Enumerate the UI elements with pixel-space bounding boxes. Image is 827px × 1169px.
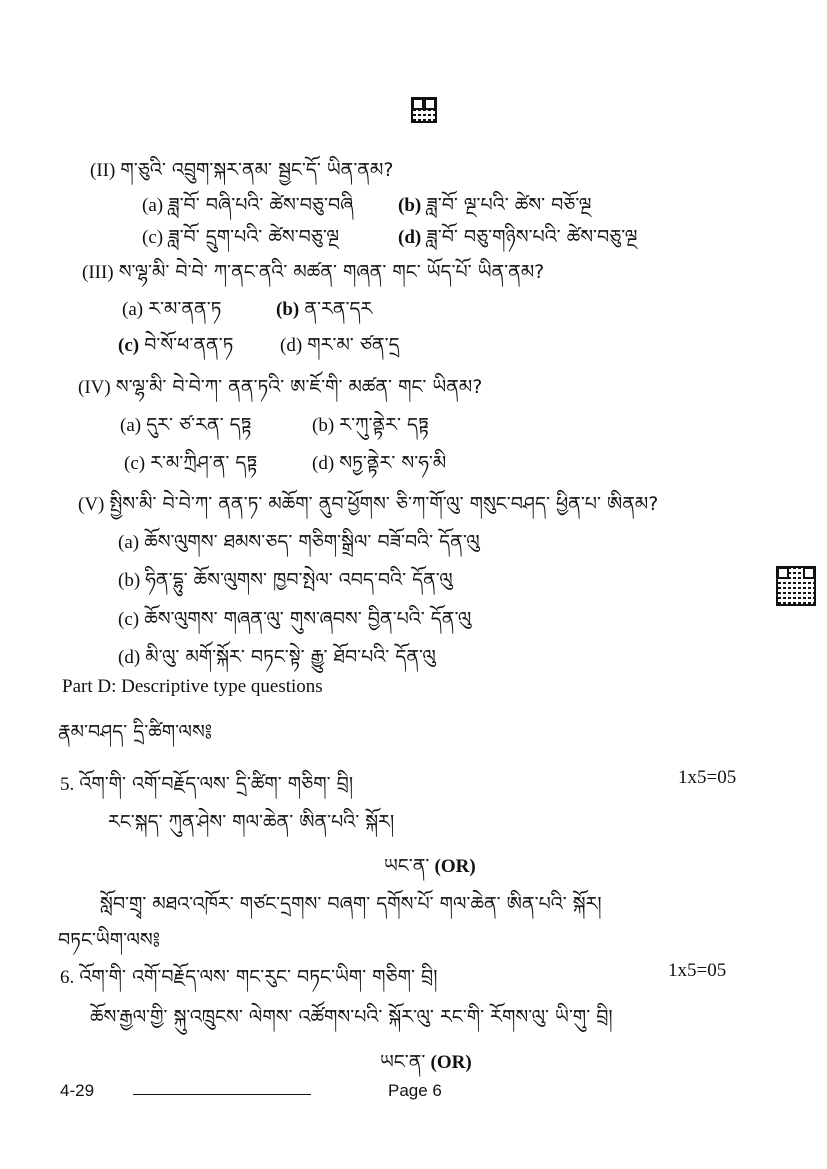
question-text: སྤྱིས་མི་ བེ་བེ་ཀ་ ནན་ཏ་ མཆོག་ ནུབ་ཕྱོགས་ ཅི་ཀ་གོ་ལུ་ གསུང་བཤད་ ཕྱིན་པ་ ཨིནམ? — [109, 493, 659, 515]
or-divider: ཡང་ན་ (OR) — [380, 1051, 472, 1073]
option-c: (c) ཆོས་ལུགས་ གཞན་ལུ་ གུས་ཞབས་ བྱིན་པའི་ དོན་ལུ — [118, 608, 472, 630]
topic-line: སློབ་གྲྭ་ མཐའ་འཁོར་ གཙང་དྲགས་ བཞག་ དགོས་པོ་ གལ་ཆེན་ ཨིན་པའི་ སྐོར། — [100, 893, 602, 915]
question-label: (II) — [90, 160, 116, 181]
question-title: འོག་གི་ འགོ་བརྗོད་ལས་ གང་རུང་ བཏང་ཡིག་ གཅིག་ བྲི། — [79, 966, 438, 988]
footer-divider — [133, 1094, 311, 1095]
qr-code-icon — [411, 97, 437, 123]
or-divider: ཡང་ན་ (OR) — [384, 855, 476, 877]
option-d: (d) ཟླ་བོ་ བཅུ་གཉིས་པའི་ ཚེས་བཅུ་ལྔ — [398, 226, 638, 248]
qr-code-icon — [776, 566, 816, 606]
option-c: (c) ཟླ་བོ་ དྲུག་པའི་ ཚེས་བཅུ་ལྔ — [142, 226, 339, 248]
marks: 1x5=05 — [668, 960, 727, 981]
question-number: 6. — [60, 967, 75, 988]
option-d: (d) སཏྱ་ནྟེར་ ས་ཧ་མི — [312, 452, 447, 474]
question-text: ག་ཅུའི་ འབྲུག་སྐར་ནམ་ སྦྱང་དོ་ ཡིན་ནམ? — [120, 159, 394, 181]
option-b: (b) ར་ཀུ་ནྟེར་ དཏྟ — [312, 414, 429, 436]
option-a: (a) དུར་ ཙ་རན་ དཏྟ — [120, 414, 252, 436]
part-d-heading: Part D: Descriptive type questions — [62, 676, 323, 697]
question-label: (IV) — [78, 377, 111, 398]
question-text: ས་ལྷ་མི་ བེ་བེ་ཀ་ ནན་ཏའི་ ཨ་ཇོ་གི་ མཚན་ གང་ ཡིནམ? — [115, 376, 483, 398]
question-label: (III) — [82, 262, 114, 283]
option-a: (a) ར་མ་ནན་ཏ — [122, 298, 222, 320]
page-number: Page 6 — [388, 1081, 442, 1100]
question-text: ས་ལྷ་མི་ བེ་བེ་ ཀ་ནང་ནའི་ མཚན་ གཞན་ གང་ ཡོད་པོ་ ཡིན་ནམ? — [118, 261, 545, 283]
option-d: (d) མི་ལུ་ མགོ་སྐོར་ བཏང་སྟེ་ རྒྱུ་ ཐོབ་པའི་ དོན་ལུ — [118, 646, 436, 668]
option-a: (a) ཆོས་ལུགས་ ཐམས་ཅད་ གཅིག་སྒྲིལ་ བཟོ་བའི་ དོན་ལུ — [118, 531, 480, 553]
option-b: (b) ཧིན་དྷུ་ ཆོས་ལུགས་ ཁྱབ་སྤེལ་ འབད་བའི་ དོན་ལུ — [118, 569, 453, 591]
part-d-subheading: རྣམ་བཤད་ དྲི་ཚིག་ལས༔ — [58, 721, 212, 743]
marks: 1x5=05 — [678, 767, 737, 788]
question-label: (V) — [78, 494, 105, 515]
option-d: (d) གར་མ་ ཙན་དྲ — [280, 334, 400, 356]
topic-line: རང་སྐད་ ཀུན་ཤེས་ གལ་ཆེན་ ཨིན་པའི་ སྐོར། — [108, 811, 395, 833]
topic-line: ཆོས་རྒྱལ་གྱི་ སྐུ་འཁྲུངས་ ལེགས་ འཚོགས་པའི་ སྐོར་ལུ་ རང་གི་ རོགས་ལུ་ ཡི་གུ་ བྲི། — [90, 1006, 613, 1028]
paper-code: 4-29 — [60, 1081, 95, 1100]
option-c: (c) བེ་སོ་ཕ་ནན་ཏ — [118, 334, 234, 356]
option-c: (c) ར་མ་ཀྲིཤ་ན་ དཏྟ — [124, 452, 258, 474]
question-number: 5. — [60, 774, 75, 795]
option-b: (b) ན་རན་དར — [276, 298, 373, 320]
question-title: འོག་གི་ འགོ་བརྗོད་ལས་ དྲི་ཚིག་ གཅིག་ བྲི། — [79, 773, 354, 795]
option-a: (a) ཟླ་བོ་ བཞི་པའི་ ཚེས་བཅུ་བཞི — [142, 194, 354, 216]
option-b: (b) ཟླ་བོ་ ལྔ་པའི་ ཚེས་ བཅོ་ལྔ — [398, 194, 592, 216]
section-label: བཏང་ཡིག་ལས༔ — [58, 929, 160, 951]
